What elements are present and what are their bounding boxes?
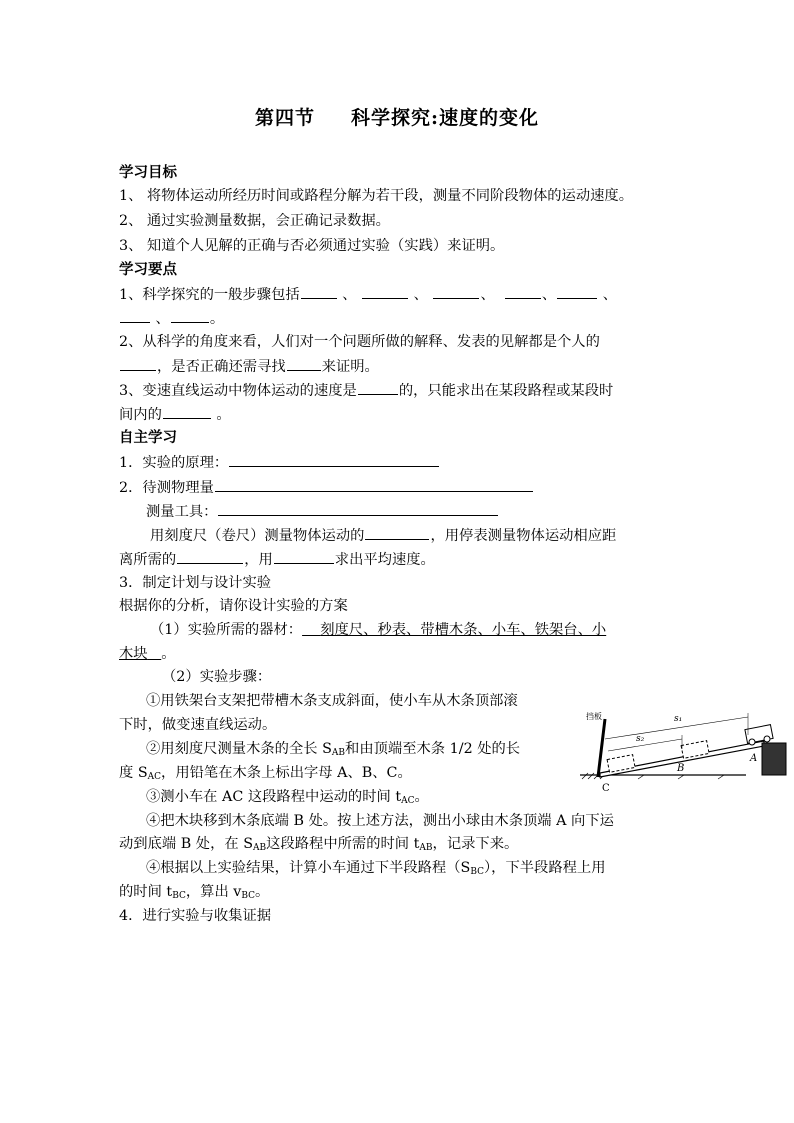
- fill-blank[interactable]: [218, 501, 498, 516]
- point-1: 1、科学探究的一般步骤包括 、 、 、 、 、: [119, 284, 617, 305]
- step-3: ③测小车在 AC 这段路程中运动的时间 $t_{AC}$。: [146, 789, 429, 806]
- steps-label: （2）实验步骤：: [162, 669, 272, 685]
- fill-blank[interactable]: [120, 356, 156, 371]
- point-3: 3、变速直线运动中物体运动的速度是 的，只能求出在某段路程或某段时: [119, 380, 613, 401]
- fill-blank[interactable]: [433, 284, 479, 299]
- fill-blank[interactable]: [163, 404, 211, 419]
- point-2: 2、从科学的角度来看，人们对一个问题所做的解释、发表的见解都是个人的: [119, 334, 600, 350]
- goal-item: 2、 通过实验测量数据，会正确记录数据。: [119, 213, 390, 229]
- self-4: 4．进行实验与收集证据: [119, 908, 272, 924]
- step-2: ②用刻度尺测量木条的全长 $S_{AB}$和由顶端至木条 1/2 处的长: [146, 741, 521, 758]
- point-2-cont: ，是否正确还需寻找 来证明。: [119, 356, 379, 377]
- tools: 测量工具：: [146, 501, 499, 522]
- self-1: 1．实验的原理：: [119, 452, 440, 473]
- title-topic: 科学探究:速度的变化: [351, 107, 540, 129]
- incline-diagram: [578, 705, 790, 797]
- point-1-cont: 、 。: [119, 308, 224, 329]
- fill-blank[interactable]: [229, 452, 439, 467]
- point-B: B: [677, 763, 685, 774]
- step-2-cont: 度 $S_{AC}$，用铅笔在木条上标出字母 A、B、C。: [119, 765, 412, 782]
- method-1: 用刻度尺（卷尺）测量物体运动的 ，用停表测量物体运动相应距: [150, 525, 616, 546]
- step-5: ④根据以上实验结果，计算小车通过下半段路程$(S_{BC})$，下半段路程上用: [146, 860, 606, 877]
- point-A: A: [750, 753, 758, 764]
- s2-label: s₂: [636, 734, 645, 744]
- fill-blank[interactable]: [358, 380, 398, 395]
- fill-blank[interactable]: [120, 308, 150, 323]
- fill-blank[interactable]: [287, 356, 321, 371]
- self-2: 2．待测物理量: [119, 477, 534, 498]
- baffle-label: 挡板: [586, 712, 602, 721]
- design-prompt: 根据你的分析，请你设计实验的方案: [119, 598, 348, 614]
- step-1-cont: 下时，做变速直线运动。: [119, 717, 277, 733]
- fill-blank[interactable]: [362, 284, 408, 299]
- step-1: ①用铁架台支架把带槽木条支成斜面，使小车从木条顶部滚: [146, 693, 518, 709]
- method-2: 离所需的 ，用 求出平均速度。: [119, 549, 435, 570]
- point-3-cont: 间内的 。: [119, 404, 231, 425]
- self-3: 3．制定计划与设计实验: [119, 575, 272, 591]
- support-block: [762, 743, 786, 775]
- goal-item: 3、 知道个人见解的正确与否必须通过实验（实践）来证明。: [119, 238, 505, 254]
- goals-heading: 学习目标: [119, 165, 177, 181]
- step-5-cont: 的时间 $t_{BC}$，算出 $v_{BC}$。: [119, 884, 270, 901]
- fill-blank[interactable]: [274, 549, 334, 564]
- materials: （1）实验所需的器材： 刻度尺、秒表、带槽木条、小车、铁架台、小: [150, 622, 607, 638]
- fill-blank[interactable]: [215, 477, 533, 492]
- goal-item: 1、 将物体运动所经历时间或路程分解为若干段，测量不同阶段物体的运动速度。: [119, 188, 634, 204]
- fill-blank[interactable]: [505, 284, 541, 299]
- fill-blank[interactable]: [171, 308, 209, 323]
- fill-blank[interactable]: [301, 284, 337, 299]
- self-heading: 自主学习: [119, 430, 177, 446]
- points-heading: 学习要点: [119, 262, 177, 278]
- step-4-cont: 动到底端 B 处，在 $S_{AB}$这段路程中所需的时间 $t_{AB}$，记录下来。: [119, 836, 519, 853]
- fill-blank[interactable]: [557, 284, 597, 299]
- fill-blank[interactable]: [365, 525, 429, 540]
- point-C: C: [602, 783, 610, 794]
- s1-label: s₁: [674, 714, 683, 724]
- page-title: [0, 103, 794, 130]
- title-section: 第四节: [254, 107, 315, 129]
- fill-blank[interactable]: [177, 549, 243, 564]
- materials-value: 刻度尺、秒表、带槽木条、小车、铁架台、小: [320, 622, 607, 638]
- step-4: ④把木块移到木条底端 B 处。按上述方法，测出小球由木条顶端 A 向下运: [146, 813, 614, 829]
- materials-cont: 木块 。: [119, 646, 176, 662]
